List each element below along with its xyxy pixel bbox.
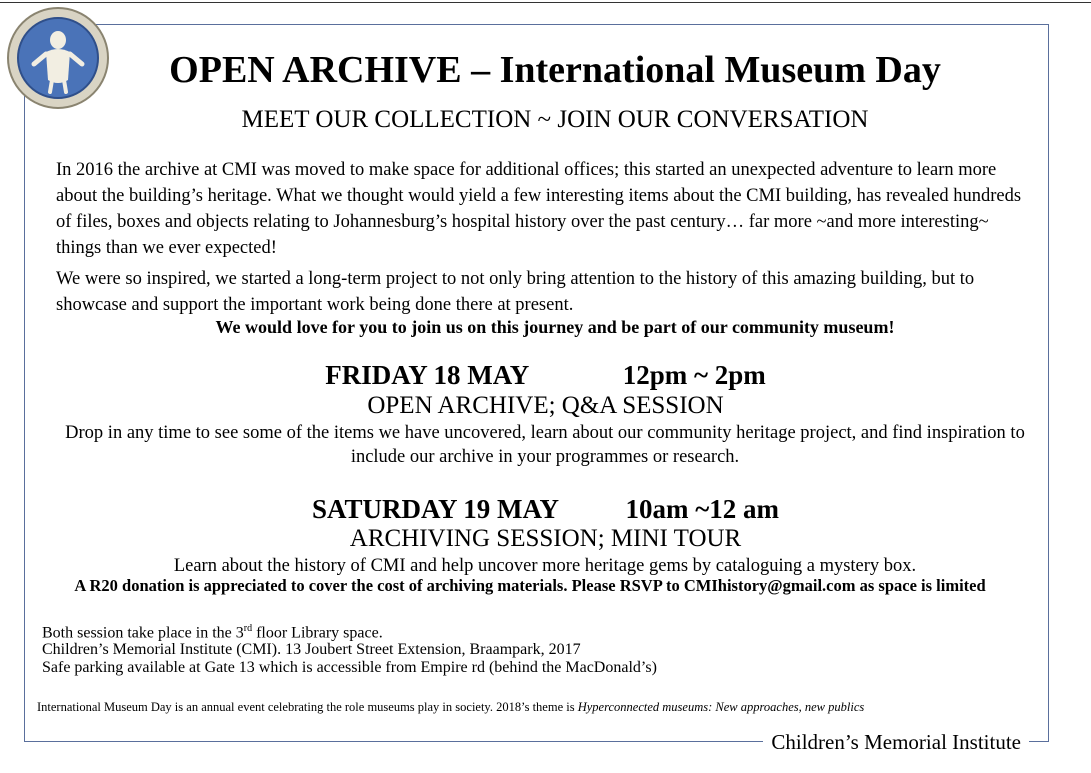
intro-paragraph: In 2016 the archive at CMI was moved to make space for additional offices; this started an unexpected adventure to learn more about the building’s heritage. What we thought would yield a few interesting items about the CMI building, has revealed hundreds of files, boxes and objects relating to Johannesburg’s hospital history over the past century… far more ~and more interesting~ things than we ever expected!	[56, 160, 1022, 258]
event-day: FRIDAY 18 MAY	[325, 360, 529, 390]
rsvp-note: A R20 donation is appreciated to cover the cost of archiving materials. Please RSVP to CMIhistory@gmail.com as space is limited	[74, 576, 986, 595]
event-saturday-description: Learn about the history of CMI and help uncover more heritage gems by cataloguing a mystery box.	[173, 556, 917, 576]
page-subtitle: MEET OUR COLLECTION ~ JOIN OUR CONVERSATION	[241, 106, 869, 133]
parking-line: Safe parking available at Gate 13 which is accessible from Empire rd (behind the MacDonald’s)	[42, 659, 657, 676]
page-title: OPEN ARCHIVE – International Museum Day	[169, 49, 941, 91]
event-friday-heading	[0, 360, 1091, 391]
event-saturday-heading	[0, 494, 1091, 525]
museum-day-theme: Hyperconnected museums: New approaches, new publics	[577, 700, 865, 714]
venue-line	[42, 623, 383, 642]
event-saturday-session: ARCHIVING SESSION; MINI TOUR	[349, 525, 742, 552]
venue-text-end: floor Library space.	[252, 624, 383, 642]
event-time: 12pm ~ 2pm	[622, 360, 766, 390]
invitation-line: We would love for you to join us on this journey and be part of our community museum!	[215, 317, 895, 337]
event-friday-session: OPEN ARCHIVE; Q&A SESSION	[367, 392, 724, 419]
event-friday-description: Drop in any time to see some of the items we have uncovered, learn about our community heritage project, and find inspiration to include our archive in your programmes or research.	[65, 423, 1025, 467]
address-line: Children’s Memorial Institute (CMI). 13 Joubert Street Extension, Braampark, 2017	[42, 641, 581, 658]
top-rule	[0, 2, 1091, 3]
museum-day-note	[37, 700, 864, 715]
museum-day-text: International Museum Day is an annual event celebrating the role museums play in society. 2018’s theme is	[37, 700, 578, 714]
footer-organization: Children’s Memorial Institute	[763, 730, 1029, 755]
project-paragraph: We were so inspired, we started a long-term project to not only bring attention to the history of this amazing building, but to showcase and support the important work being done there at present.	[56, 269, 975, 315]
venue-text: Both session take place in the 3	[42, 624, 244, 642]
venue-ordinal: rd	[243, 623, 253, 634]
event-day: SATURDAY 19 MAY	[311, 494, 558, 524]
event-time: 10am ~12 am	[625, 494, 780, 524]
